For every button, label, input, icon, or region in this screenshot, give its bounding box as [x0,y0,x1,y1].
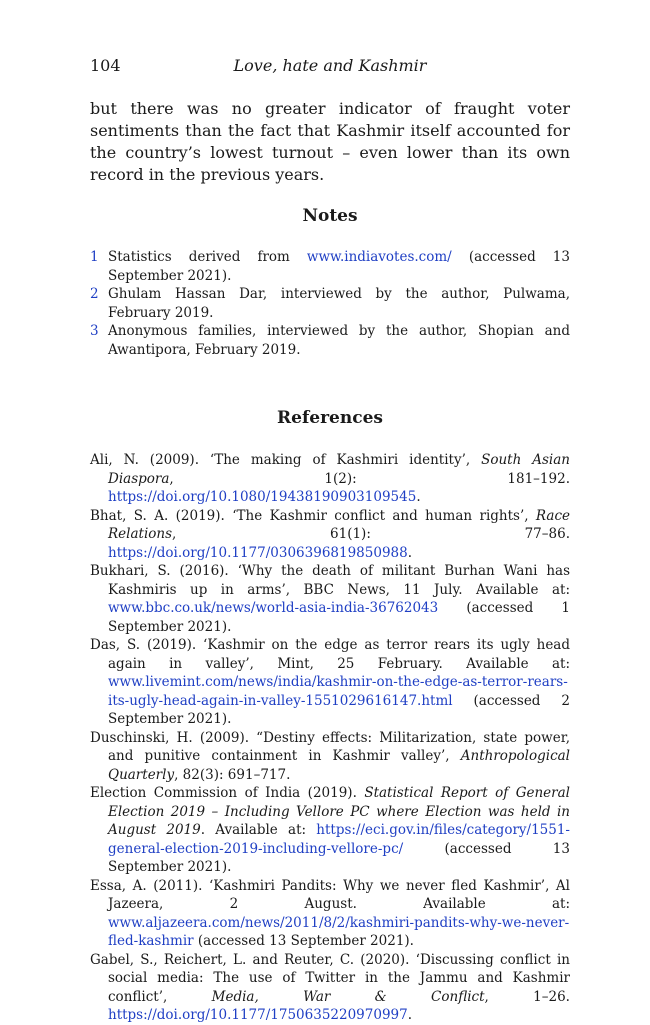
reference-item [90,784,570,877]
reference-item [90,729,570,785]
ref-link[interactable]: https://doi.org/10.1177/1750635220970997 [108,1007,408,1023]
ref-link[interactable]: https://doi.org/10.1177/0306396819850988 [108,544,408,561]
ref-link[interactable]: www.livemint.com/news/india/kashmir-on-the-edge-as-terror-rears-its-ugly-head-again-in-valley-1551029616147.html [108,674,568,709]
ref-text: . [407,544,413,561]
ref-link[interactable]: www.bbc.co.uk/news/world-asia-india-36762043 [108,600,439,616]
reference-item [90,877,570,951]
ref-text: (accessed 1 September 2021). [108,600,570,635]
references-heading: References [277,408,383,428]
ref-text: (accessed 13 September 2021). [193,933,414,949]
note-number[interactable]: 3 [90,323,99,339]
ref-title: Anthropological Quarterly [108,748,570,783]
reference-item [90,636,570,729]
ref-text: Bhat, S. A. (2019). ‘The Kashmir conflict and human rights’, [90,507,536,524]
ref-text: , 61(1): 77–86. [172,526,570,542]
ref-text: , 82(3): 691–717. [174,766,291,783]
ref-title: Statistical Report of General Election 2019 – Including Vellore PC where Election was held in August 2019 [108,785,570,838]
ref-text: . [407,1007,413,1023]
ref-text: Das, S. (2019). ‘Kashmir on the edge as terror rears its ugly head again in valley’, Mint, 25 February. Available at: [90,637,570,672]
ref-text: Essa, A. (2011). ‘Kashmiri Pandits: Why we never fled Kashmir’, Al Jazeera, 2 August. Available at: [90,877,570,912]
ref-text: (accessed 2 September 2021). [108,692,570,727]
note-item [90,285,570,322]
ref-text: Bukhari, S. (2016). ‘Why the death of militant Burhan Wani has Kashmiris up in arms’, BBC News, 11 July. Available at: [90,563,570,598]
note-text: Statistics derived from [108,249,307,265]
reference-item [90,451,570,507]
page-number: 104 [90,56,121,75]
ref-link[interactable]: https://doi.org/10.1080/19438190903109545 [108,489,417,505]
note-text: (accessed 13 September 2021). [108,249,570,284]
ref-text: , 1–26. [484,988,570,1005]
ref-text: Election Commission of India (2019). [90,785,365,801]
note-item [90,322,570,359]
note-text: Anonymous families, interviewed by the author, Shopian and Awantipora, February 2019. [108,323,570,358]
body-paragraph: but there was no greater indicator of fraught voter sentiments than the fact that Kashmir itself accounted for the country’s lowest turnout – even lower than its own record in the previous years. [90,99,570,184]
reference-item [90,562,570,636]
ref-text: . [416,489,421,505]
running-head [90,56,570,78]
ref-title: South Asian Diaspora [108,452,570,487]
reference-item [90,507,570,563]
ref-title: Race Relations [108,507,570,542]
note-text: Ghulam Hassan Dar, interviewed by the author, Pulwama, February 2019. [108,286,570,321]
note-number[interactable]: 2 [90,286,99,302]
references-list [90,451,570,1025]
running-title: Love, hate and Kashmir [233,56,427,75]
ref-text: (accessed 13 September 2021). [108,840,570,875]
ref-text: , 1(2): 181–192. [169,470,570,487]
notes-list [90,248,570,359]
ref-link[interactable]: www.aljazeera.com/news/2011/8/2/kashmiri-pandits-why-we-never-fled-kashmir [108,914,570,949]
ref-link[interactable]: https://eci.gov.in/files/category/1551-general-election-2019-including-vellore-pc/ [108,822,570,857]
ref-text: . Available at: [200,822,317,838]
ref-text: Ali, N. (2009). ‘The making of Kashmiri identity’, [90,452,482,468]
note-number[interactable]: 1 [90,249,99,265]
reference-item [90,951,570,1025]
note-item [90,248,570,285]
notes-heading: Notes [302,206,358,226]
note-link[interactable]: www.indiavotes.com/ [306,249,452,265]
ref-text: Gabel, S., Reichert, L. and Reuter, C. (2020). ‘Discussing conflict in social media: The use of Twitter in the Jammu and Kashmir conflict’, [90,951,570,1005]
ref-title: Media, War & Conflict [211,988,485,1005]
ref-text: Duschinski, H. (2009). “Destiny effects: Militarization, state power, and punitive containment in Kashmir valley’, [90,729,570,764]
